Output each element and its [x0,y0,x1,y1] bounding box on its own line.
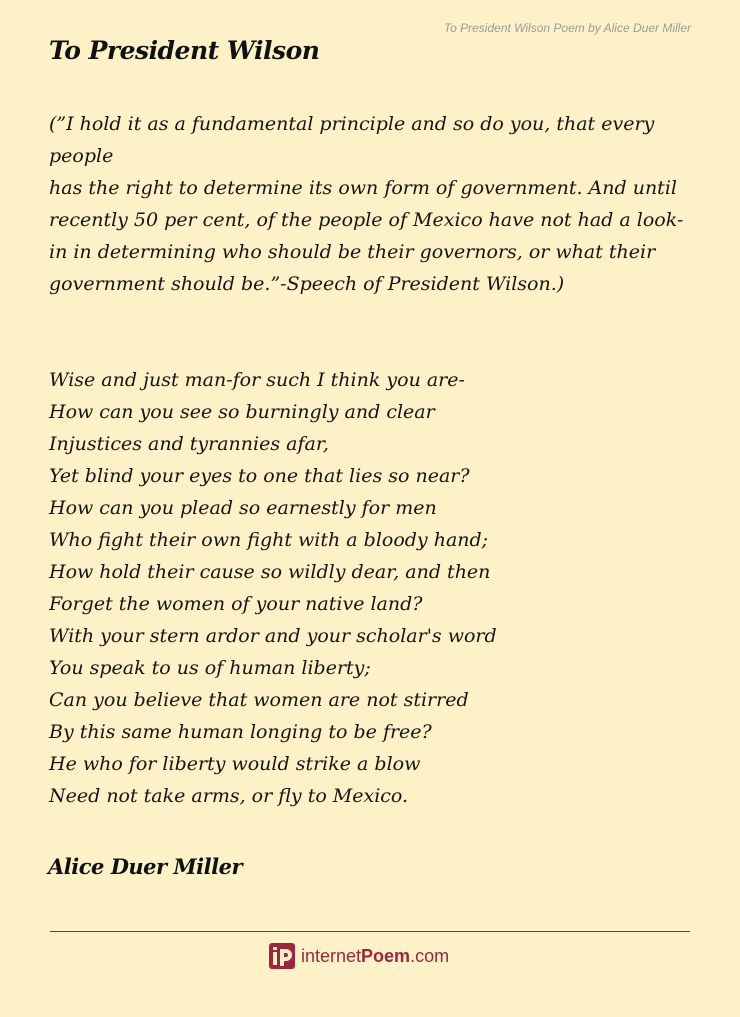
poem-line: Yet blind your eyes to one that lies so near? [49,465,470,487]
poem-stanza [49,364,694,812]
poem-line: Need not take arms, or fly to Mexico. [49,785,409,807]
poem-line: Who fight their own fight with a bloody hand; [49,529,489,551]
poem-title: To President Wilson [49,36,320,65]
brand-strong: Poem [361,945,411,966]
poem-line: How can you plead so earnestly for men [49,497,437,519]
epigraph-line: has the right to determine its own form of government. And until recently 50 per cent, of the people of Mexico have not had a look-in in determining who should be their governors, or what their government should be.”-Speech of President Wilson.) [49,177,684,295]
internetpoem-brand-link[interactable] [269,943,449,969]
footer-divider [50,931,690,932]
epigraph-line: (”I hold it as a fundamental principle and so do you, that every people [49,113,655,167]
poem-line: How hold their cause so wildly dear, and then [49,561,491,583]
poem-line: Forget the women of your native land? [49,593,423,615]
header-caption: To President Wilson Poem by Alice Duer Miller [443,21,691,35]
poem-line: How can you see so burningly and clear [49,401,435,423]
brand-text [301,946,449,967]
poem-line: Injustices and tyrannies afar, [49,433,329,455]
internetpoem-logo-icon [269,943,295,969]
poem-line: By this same human longing to be free? [49,721,432,743]
poem-author: Alice Duer Miller [48,854,243,879]
poem-line: He who for liberty would strike a blow [49,753,421,775]
poem-line: Can you believe that women are not stirred [49,689,469,711]
poem-line: Wise and just man-for such I think you are- [49,369,465,391]
poem-line: You speak to us of human liberty; [49,657,371,679]
poem-epigraph [49,108,694,300]
poem-line: With your stern ardor and your scholar's word [49,625,497,647]
brand-suffix: .com [410,945,450,966]
brand-prefix: internet [301,945,362,966]
